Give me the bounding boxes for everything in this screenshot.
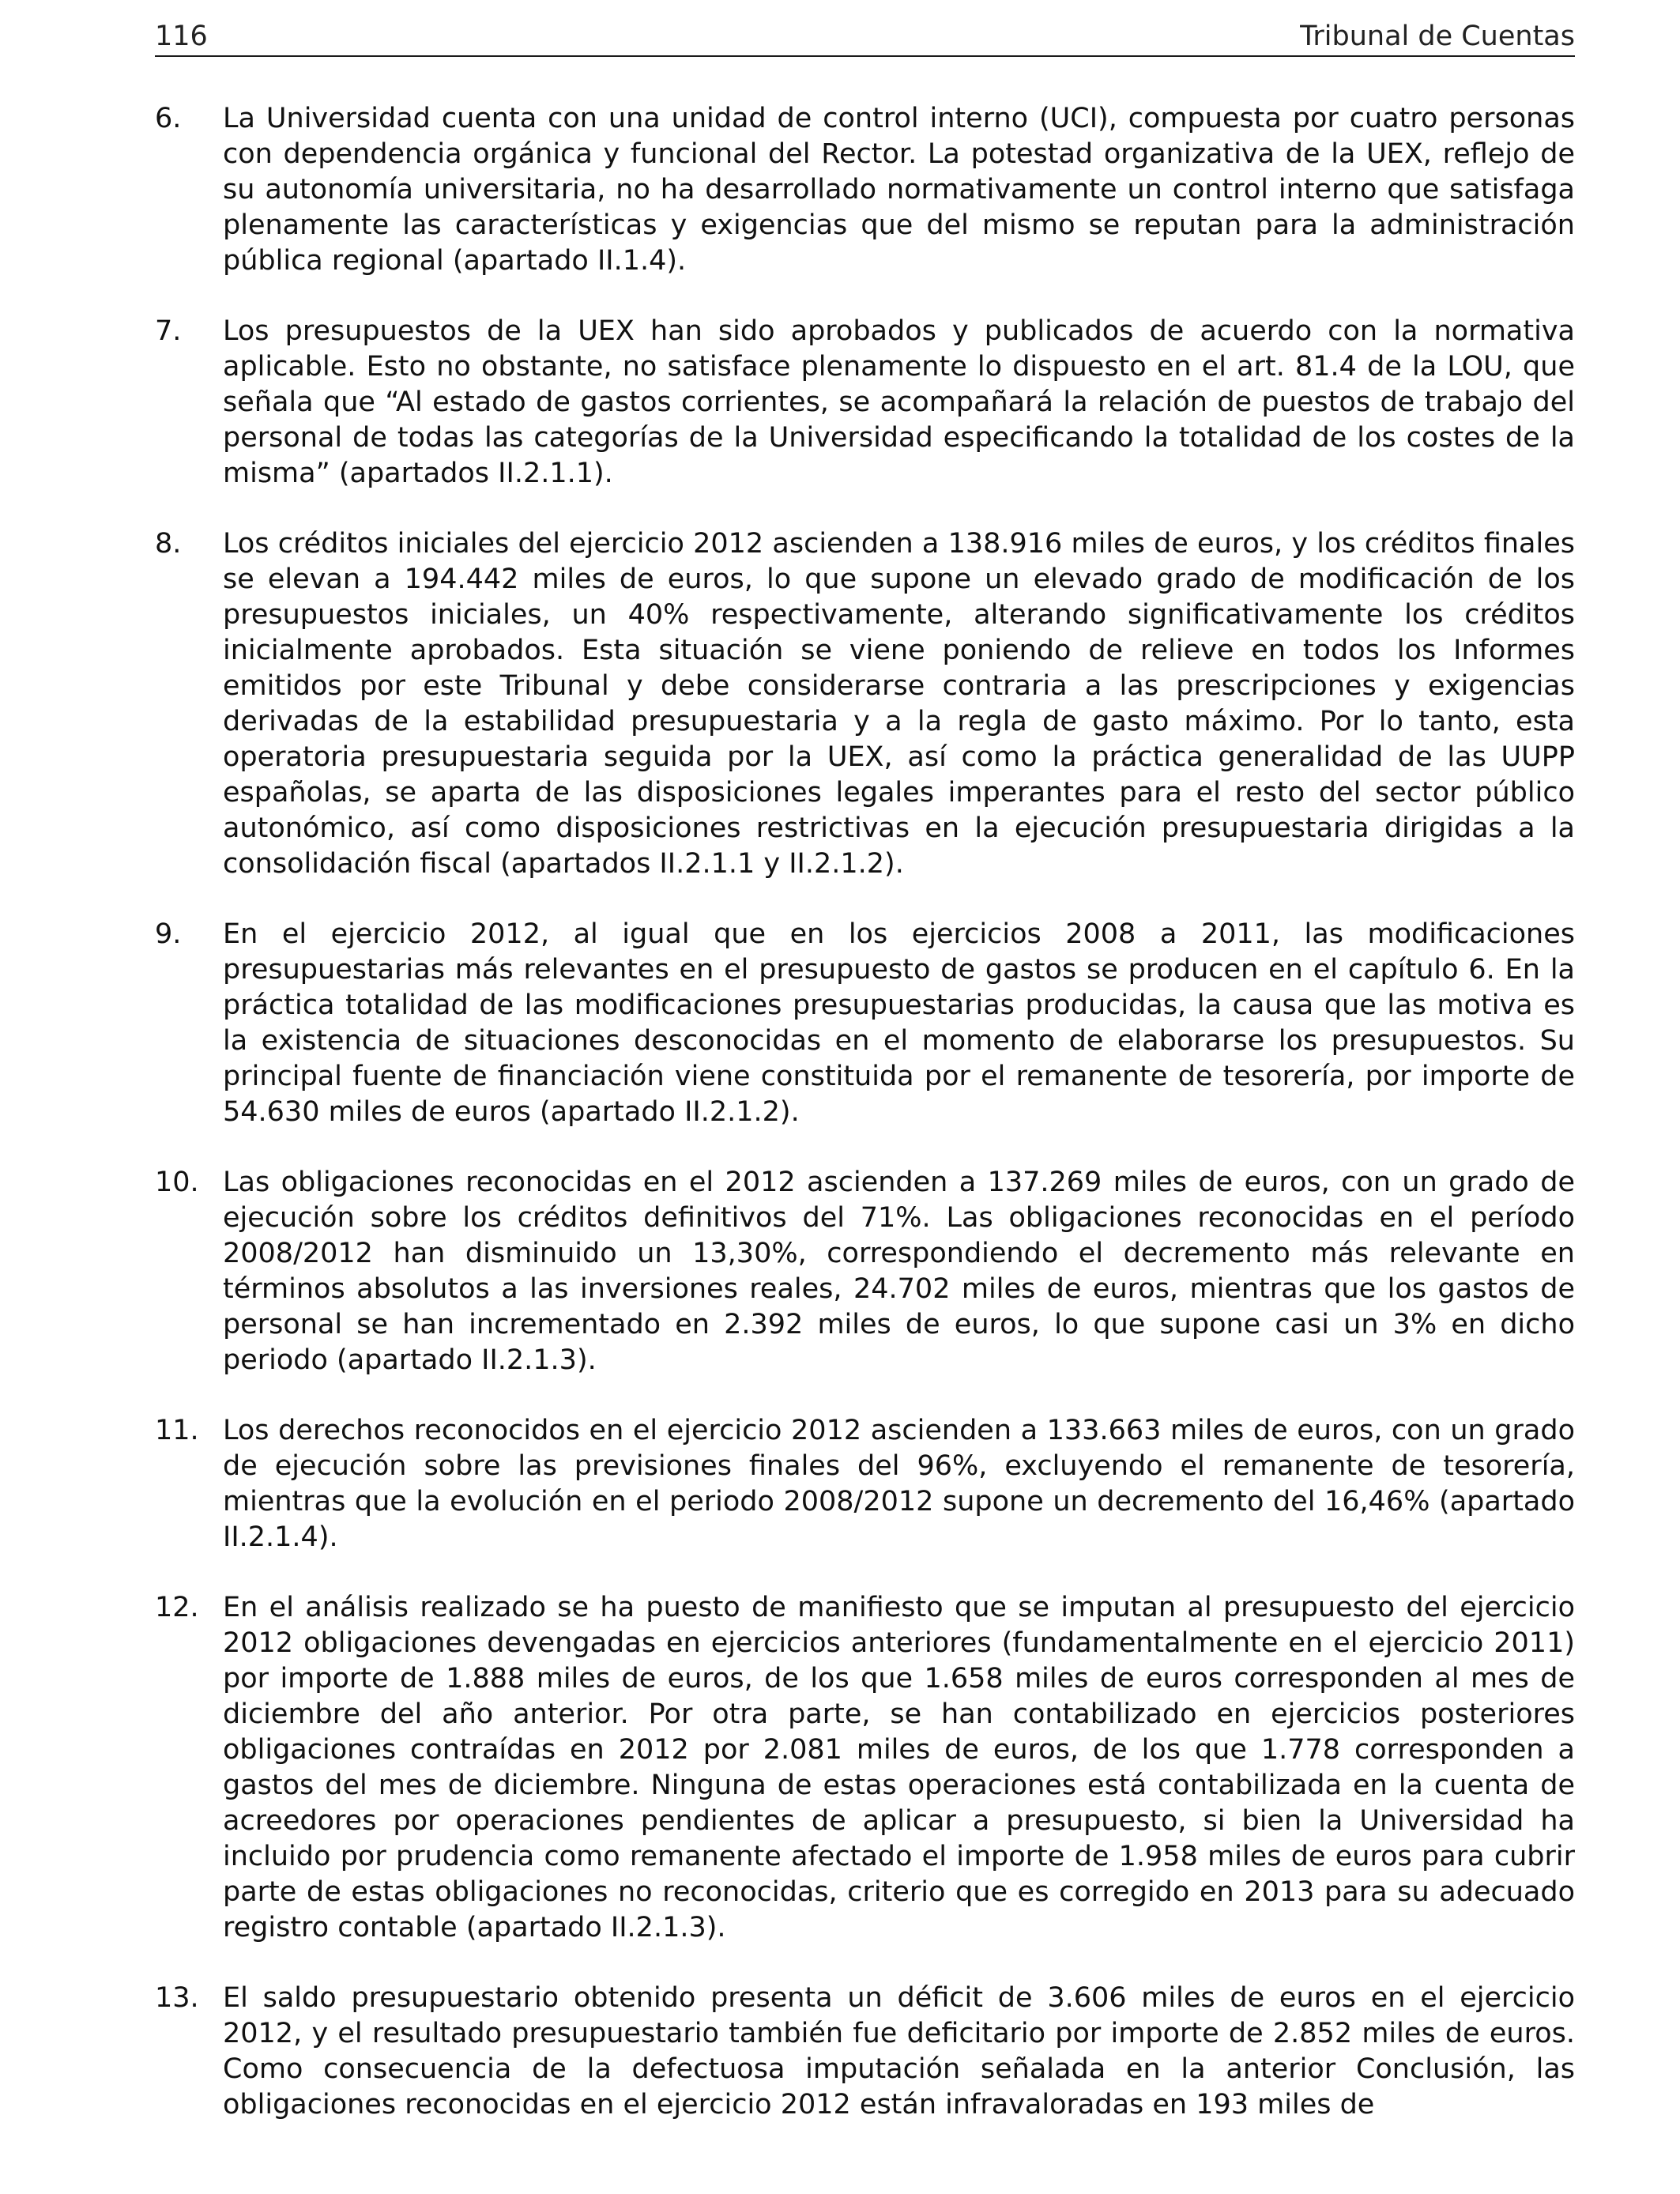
item-paragraph: Las obligaciones reconocidas en el 2012 ascienden a 137.269 miles de euros, con un grado de ejecución sobre los créditos definitivos del 71%. Las obligaciones reconocidas en el período 2008/2012 han disminuido un 13,30%, correspondiendo el decremento más relevante en términos absolutos a las inversiones reales, 24.702 miles de euros, mientras que los gastos de personal se han incrementado en 2.392 miles de euros, lo que supone casi un 3% en dicho periodo (apartado II.2.1.3). xyxy=(223,1167,1575,1376)
conclusions-list xyxy=(155,101,1575,2158)
item-number: 8. xyxy=(155,528,182,560)
page-number: 116 xyxy=(155,21,208,52)
item-paragraph: Los derechos reconocidos en el ejercicio 2012 ascienden a 133.663 miles de euros, con un grado de ejecución sobre las previsiones finales del 96%, excluyendo el remanente de tesorería, mientras que la evolución en el periodo 2008/2012 supone un decremento del 16,46% (apartado II.2.1.4). xyxy=(223,1415,1575,1553)
item-paragraph: En el ejercicio 2012, al igual que en los ejercicios 2008 a 2011, las modificaciones presupuestarias más relevantes en el presupuesto de gastos se producen en el capítulo 6. En la práctica totalidad de las modificaciones presupuestarias producidas, la causa que las motiva es la existencia de situaciones desconocidas en el momento de elaborarse los presupuestos. Su principal fuente de financiación viene constituida por el remanente de tesorería, por importe de 54.630 miles de euros (apartado II.2.1.2). xyxy=(223,918,1575,1128)
list-item xyxy=(155,1590,1575,1946)
list-item xyxy=(155,917,1575,1130)
list-item xyxy=(155,1413,1575,1555)
item-paragraph: Los presupuestos de la UEX han sido aprobados y publicados de acuerdo con la normativa aplicable. Esto no obstante, no satisface plenamente lo dispuesto en el art. 81.4 de la LOU, que señala que “Al estado de gastos corrientes, se acompañará la relación de puestos de trabajo del personal de todas las categorías de la Universidad especificando la totalidad de los costes de la misma” (apartados II.2.1.1). xyxy=(223,315,1575,489)
list-item xyxy=(155,526,1575,882)
item-number: 13. xyxy=(155,1982,199,2014)
item-number: 9. xyxy=(155,918,182,950)
item-number: 10. xyxy=(155,1167,199,1198)
item-paragraph: En el análisis realizado se ha puesto de manifiesto que se imputan al presupuesto del ejercicio 2012 obligaciones devengadas en ejercicios anteriores (fundamentalmente en el ejercicio 2011) por importe de 1.888 miles de euros, de los que 1.658 miles de euros corresponden al mes de diciembre del año anterior. Por otra parte, se han contabilizado en ejercicios posteriores obligaciones contraídas en 2012 por 2.081 miles de euros, de los que 1.778 corresponden a gastos del mes de diciembre. Ninguna de estas operaciones está contabilizada en la cuenta de acreedores por operaciones pendientes de aplicar a presupuesto, si bien la Universidad ha incluido por prudencia como remanente afectado el importe de 1.958 miles de euros para cubrir parte de estas obligaciones no reconocidas, criterio que es corregido en 2013 para su adecuado registro contable (apartado II.2.1.3). xyxy=(223,1592,1575,1943)
item-paragraph: Los créditos iniciales del ejercicio 2012 ascienden a 138.916 miles de euros, y los créditos finales se elevan a 194.442 miles de euros, lo que supone un elevado grado de modificación de los presupuestos iniciales, un 40% respectivamente, alterando significativamente los créditos inicialmente aprobados. Esta situación se viene poniendo de relieve en todos los Informes emitidos por este Tribunal y debe considerarse contraria a las prescripciones y exigencias derivadas de la estabilidad presupuestaria y a la regla de gasto máximo. Por lo tanto, esta operatoria presupuestaria seguida por la UEX, así como la práctica generalidad de las UUPP españolas, se aparta de las disposiciones legales imperantes para el resto del sector público autonómico, así como disposiciones restrictivas en la ejecución presupuestaria dirigidas a la consolidación fiscal (apartados II.2.1.1 y II.2.1.2). xyxy=(223,528,1575,880)
list-item xyxy=(155,101,1575,279)
item-number: 7. xyxy=(155,315,182,347)
item-number: 11. xyxy=(155,1415,199,1446)
item-paragraph: La Universidad cuenta con una unidad de control interno (UCI), compuesta por cuatro personas con dependencia orgánica y funcional del Rector. La potestad organizativa de la UEX, reflejo de su autonomía universitaria, no ha desarrollado normativamente un control interno que satisfaga plenamente las características y exigencias que del mismo se reputan para la administración pública regional (apartado II.1.4). xyxy=(223,103,1575,277)
item-paragraph: El saldo presupuestario obtenido presenta un déficit de 3.606 miles de euros en el ejercicio 2012, y el resultado presupuestario también fue deficitario por importe de 2.852 miles de euros. Como consecuencia de la defectuosa imputación señalada en la anterior Conclusión, las obligaciones reconocidas en el ejercicio 2012 están infravaloradas en 193 miles de xyxy=(223,1982,1575,2120)
item-number: 12. xyxy=(155,1592,199,1623)
item-number: 6. xyxy=(155,103,182,134)
list-item xyxy=(155,314,1575,492)
page-header xyxy=(155,17,1575,57)
list-item xyxy=(155,1165,1575,1378)
list-item xyxy=(155,1981,1575,2123)
running-head: Tribunal de Cuentas xyxy=(1300,21,1575,52)
